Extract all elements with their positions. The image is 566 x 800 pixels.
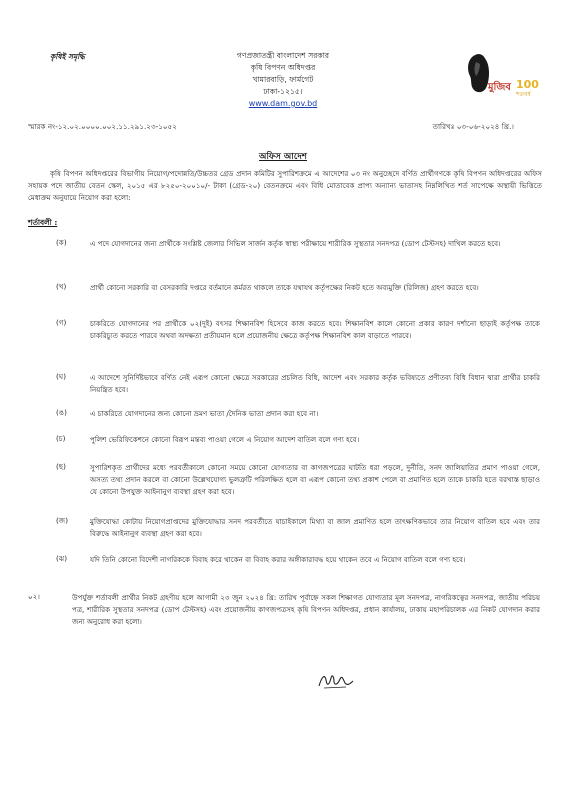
signature xyxy=(316,670,356,692)
header-department: কৃষি বিপণন অধিদপ্তর xyxy=(250,63,316,72)
condition-text: এ পদে যোগদানের জন্য প্রার্থীকে সংশ্লিষ্ট জেলার সিভিল সার্জন কর্তৃক স্বাস্থ্য পরীক্ষায়ে শারীরিক সুস্থতার সনদপত্র (ডোপ টেস্টসহ) দাখিল করতে হবে। xyxy=(90,239,501,248)
condition-number: (ছ) xyxy=(56,462,66,471)
condition-text: এ আদেশে সুনির্দিষ্টভাবে বর্ণিত নেই এরূপ কোনো ক্ষেত্রে সরকারের প্রচলিত বিধি, আদেশ এবং সরকার কর্তৃক ভবিষ্যতে প্রণীতব্য বিধি বিধান দ্বারা প্রার্থীর চাকরি নিয়ন্ত্রিত হবে। xyxy=(90,373,540,395)
condition-number: (ঘ) xyxy=(56,372,67,381)
logo-sub-text: শতবর্ষ xyxy=(516,91,531,98)
tagline: কৃষিই সমৃদ্ধি xyxy=(50,52,85,61)
joining-instruction: উপর্যুক্ত শর্তাবলী প্রার্থীর নিকট গ্রহণীয় হলে আগামী ২৩ জুন ২০২৪ খ্রি: তারিখ পূর্বাহ্নে সকল শিক্ষাগত যোগ্যতার মূল সনদপত্র, নাগরিকত্বের সনদপত্র, জাতীয় পরিচয় পত্র, শারীরিক সুস্থতার সনদপত্র (ডোপ টেস্টসহ) এবং প্রয়োজনীয় কাগজপত্রসহ কৃষি বিপণন অধিদপ্তর, প্রধান কার্যালয়, ঢাকায় মহাপরিচালক এর নিকট যোগদান করার জন্য অনুরোধ করা হলো। xyxy=(72,593,540,627)
header-government: গণপ্রজাতন্ত্রী বাংলাদেশ সরকার xyxy=(236,51,330,60)
condition-text: পুলিশ ভেরিফিকেশনে কোনো বিরূপ মন্তব্য পাওয়া গেলে এ নিয়োগ আদেশ বাতিল বলে গণ্য হবে। xyxy=(90,435,360,444)
header-city: ঢাকা-১২১৫। xyxy=(263,87,303,96)
logo-text: মুজিব xyxy=(488,82,511,93)
condition-text: যদি তিনি কোনো বিদেশী নাগরিককে বিবাহ করে থাকেন বা বিবাহ করার অঙ্গীকারাবদ্ধ হয়ে থাকেন তবে এ নিয়োগ বাতিল বলে গণ্য হবে। xyxy=(90,555,466,564)
order-title: অফিস আদেশ xyxy=(259,152,307,162)
condition-number: (জ) xyxy=(56,516,69,525)
memo-number: স্মারক নং-১২.০২.০০০০.০০২.১১.২৯১.২৩-১০৫২ xyxy=(28,122,177,131)
issue-date: তারিখঃ ০৩-০৬-২০২৪ খ্রি.। xyxy=(432,122,514,131)
condition-text: সুপারিশকৃত প্রার্থীদের মধ্যে পরবর্তীকালে কোনো সময়ে কোনো যোগ্যতার বা কাগজপত্রের ঘাটতি ধরা পড়লে, দুর্নীতি, সনদ জালিয়াতির প্রমাণ পাওয়া গেলে, অসত্য তথ্য প্রদান করলে বা কোনো উল্লেখযোগ্য ভুলত্রুটি পরিলক্ষিত হলে বা এরূপ কোনো তথ্য প্রকাশ পেলে বা প্রমাণিত হলে তাকে চাকরি হতে বরখাস্ত ছাড়াও যে কোনো উপযুক্ত আইনানুগ ব্যবস্থা গ্রহণ করা হবে। xyxy=(90,463,540,497)
condition-text: প্রার্থী কোনো সরকারি বা বেসরকারি দপ্তরে বর্তমানে কর্মরত থাকলে তাকে যথাযথ কর্তৃপক্ষের নিকট হতে অব্যমুক্তি (রিলিজ) গ্রহণ করতে হবে। xyxy=(90,283,479,292)
condition-number: (ক) xyxy=(56,238,67,247)
condition-number: (গ) xyxy=(56,318,67,327)
intro-paragraph: কৃষি বিপণন অধিদপ্তরের বিভাগীয় নিয়োগ/পদোন্নতি/উচ্চতর গ্রেড প্রদান কমিটির সুপারিশক্রমে এ আদেশের ০৩ নং অনুচ্ছেদে বর্ণিত প্রার্থীগণকে কৃষি বিপণন অধিদপ্তরের অফিস সহায়ক পদে জাতীয় বেতন স্কেল, ২০১৫ এর ৮২৫০-২০০১০/- টাকা (গ্রেড-২০) বেতনক্রমে এবং বিধি মোতাবেক প্রাপ্য অন্যান্য ভাতাসহ নিম্নলিখিত শর্ত সাপেক্ষে অস্থায়ী ভিত্তিতে মেধাক্রম অনুযায়ে নিয়োগ করা হলো: xyxy=(28,169,542,203)
svg-text:100: 100 xyxy=(516,78,539,91)
header-address: খামারবাড়ি, ফার্মগেট xyxy=(252,75,314,84)
conditions-label: শর্তাবলী : xyxy=(28,218,58,227)
mujib-centenary-logo xyxy=(464,50,539,102)
condition-number: (ঙ) xyxy=(56,408,67,417)
condition-number: (চ) xyxy=(56,434,66,443)
condition-text: মুক্তিযোদ্ধা কোটায় নিয়োগপ্রাপ্তদের মুক্তিযোদ্ধার সনদ পরবর্তীতে যাচাইকালে মিথ্যা বা জাল প্রমাণিত হলে তাৎক্ষণিকভাবে তার নিয়োগ বাতিল হবে এবং তার বিরুদ্ধে আইনানুগ ব্যবস্থা গ্রহণ করা হবে। xyxy=(90,517,540,539)
paragraph-number: ০২। xyxy=(28,592,40,601)
website-link[interactable]: www.dam.gov.bd xyxy=(248,99,318,108)
condition-text: এ চাকরিতে যোগদানের জন্য কোনো ভ্রমণ ভাতা /দৈনিক ভাতা প্রদান করা হবে না। xyxy=(90,409,319,418)
condition-number: (ঝ) xyxy=(56,554,68,563)
condition-number: (খ) xyxy=(56,282,67,291)
condition-text: চাকরিতে যোগদানের পর প্রার্থীকে ০২(দুই) বৎসর শিক্ষানবিশ হিসেবে কাজ করতে হবে। শিক্ষানবিশ কালে কোনো প্রকার কারণ দর্শানো ছাড়াই কর্তৃপক্ষ তাকে চাকরিচ্যুত করতে পারবে অথবা অদক্ষতা প্রতীয়মান হলে প্রয়োজনীয় ক্ষেত্রে কর্তৃপক্ষ শিক্ষানবিশ কাল বাড়াতে পারবে। xyxy=(90,319,540,341)
